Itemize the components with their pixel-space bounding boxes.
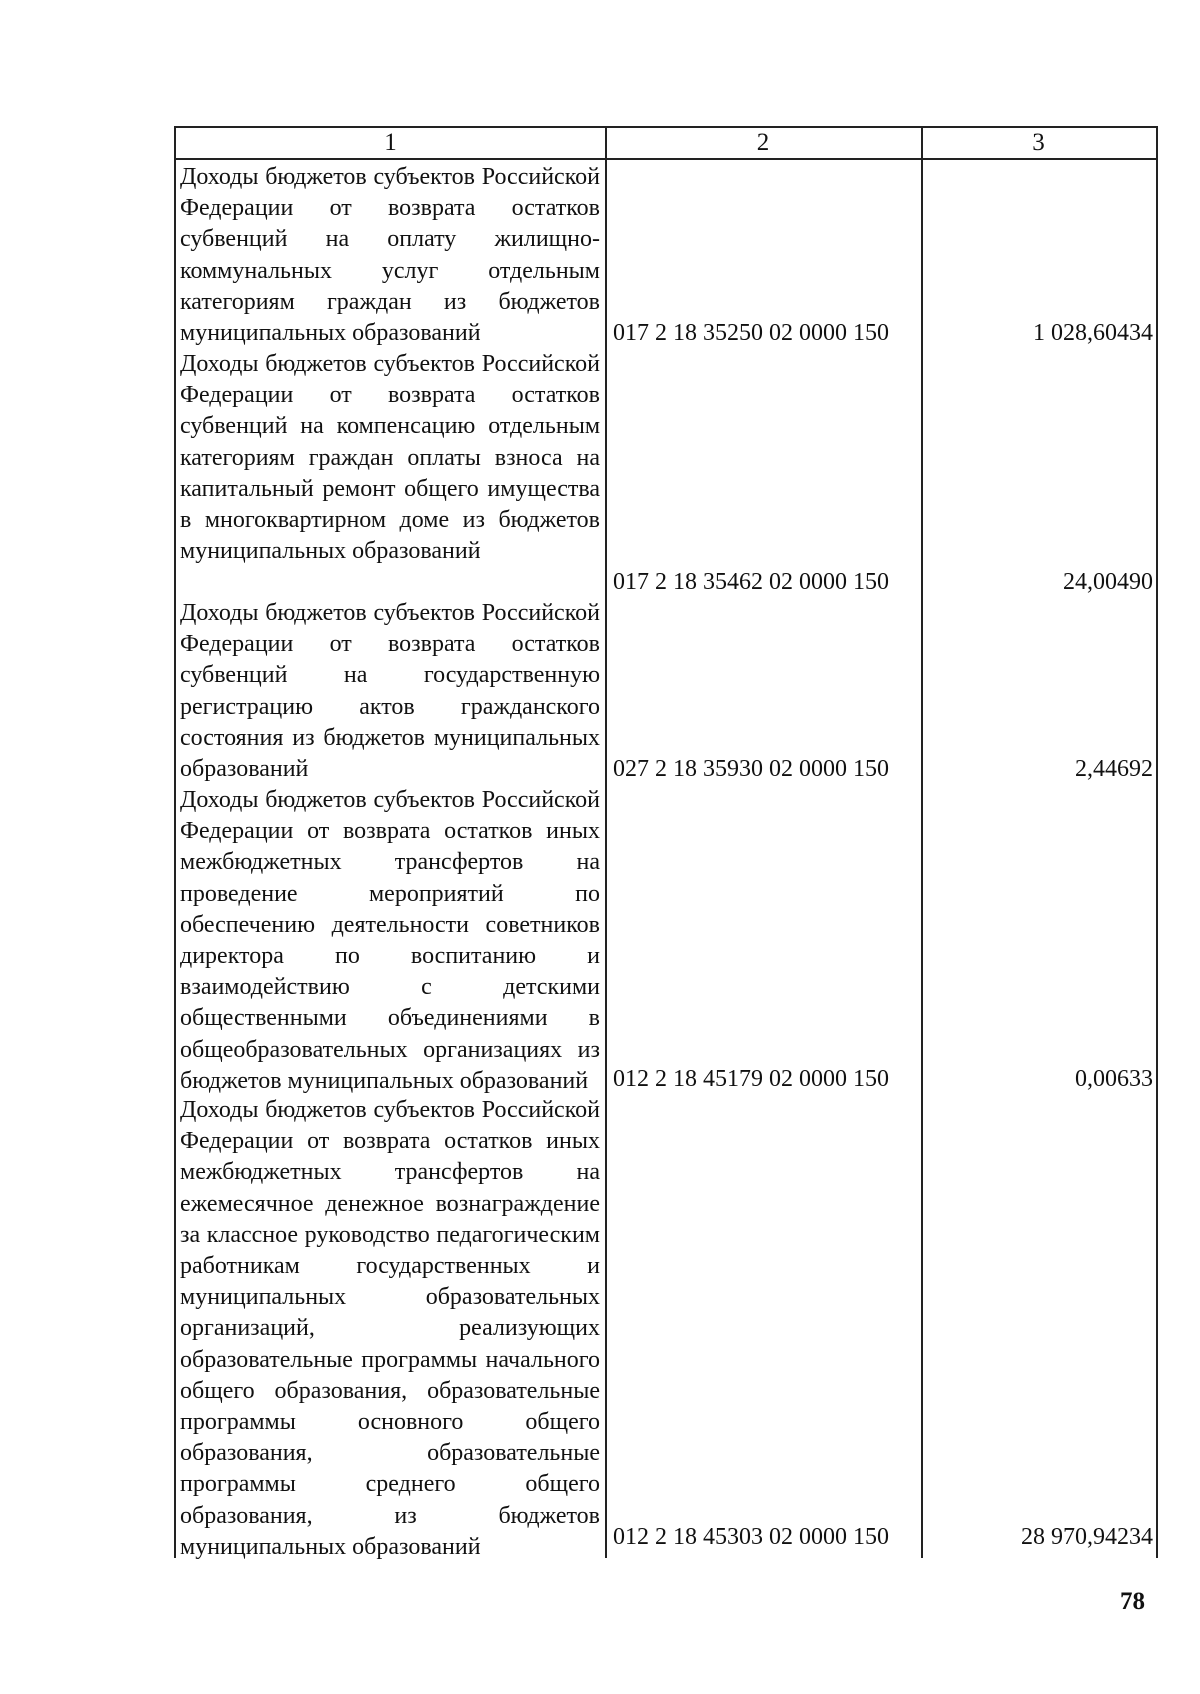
row-code: 027 2 18 35930 02 0000 150 [613,756,889,782]
row-amount: 2,44692 [1075,756,1153,782]
column-header-2: 2 [756,129,770,156]
row-code: 012 2 18 45179 02 0000 150 [613,1066,889,1092]
column-header-1: 1 [384,129,397,156]
column-header-3: 3 [1032,129,1045,156]
header-divider [176,158,1158,160]
row-description: Доходы бюджетов субъектов Российской Федерации от возврата остатков субвенций на государственную регистрацию актов гражданского состояния из бюджетов муниципальных образований [180,600,600,783]
row-amount: 1 028,60434 [1033,320,1153,346]
row-amount: 28 970,94234 [1021,1524,1153,1550]
revenue-table [174,126,1158,1558]
row-description: Доходы бюджетов субъектов Российской Федерации от возврата остатков иных межбюджетных трансфертов на проведение мероприятий по обеспечению деятельности советников директора по воспитанию и взаимодействию с детскими общественными объединениями в общеобразовательных организациях из бюджетов муниципальных образований [180,787,600,1094]
page-number: 78 [1120,1588,1145,1615]
row-amount: 0,00633 [1075,1066,1153,1092]
row-code: 012 2 18 45303 02 0000 150 [613,1524,889,1550]
row-description: Доходы бюджетов субъектов Российской Федерации от возврата остатков субвенций на оплату жилищно-коммунальных услуг отдельным категориям граждан из бюджетов муниципальных образований [180,164,600,347]
row-description: Доходы бюджетов субъектов Российской Федерации от возврата остатков иных межбюджетных трансфертов на ежемесячное денежное вознаграждение за классное руководство педагогическим работникам государственных и муниципальных образовательных организаций, реализующих образовательные программы начального общего образования, образовательные программы основного общего образования, образовательные программы среднего общего образования, из бюджетов муниципальных образований [180,1097,600,1560]
row-description: Доходы бюджетов субъектов Российской Федерации от возврата остатков субвенций на компенсацию отдельным категориям граждан оплаты взноса на капитальный ремонт общего имущества в многоквартирном доме из бюджетов муниципальных образований [180,351,600,565]
row-code: 017 2 18 35250 02 0000 150 [613,320,889,346]
row-code: 017 2 18 35462 02 0000 150 [613,569,889,595]
row-amount: 24,00490 [1063,569,1153,595]
column-divider [1156,128,1158,1558]
column-divider [605,128,607,1558]
